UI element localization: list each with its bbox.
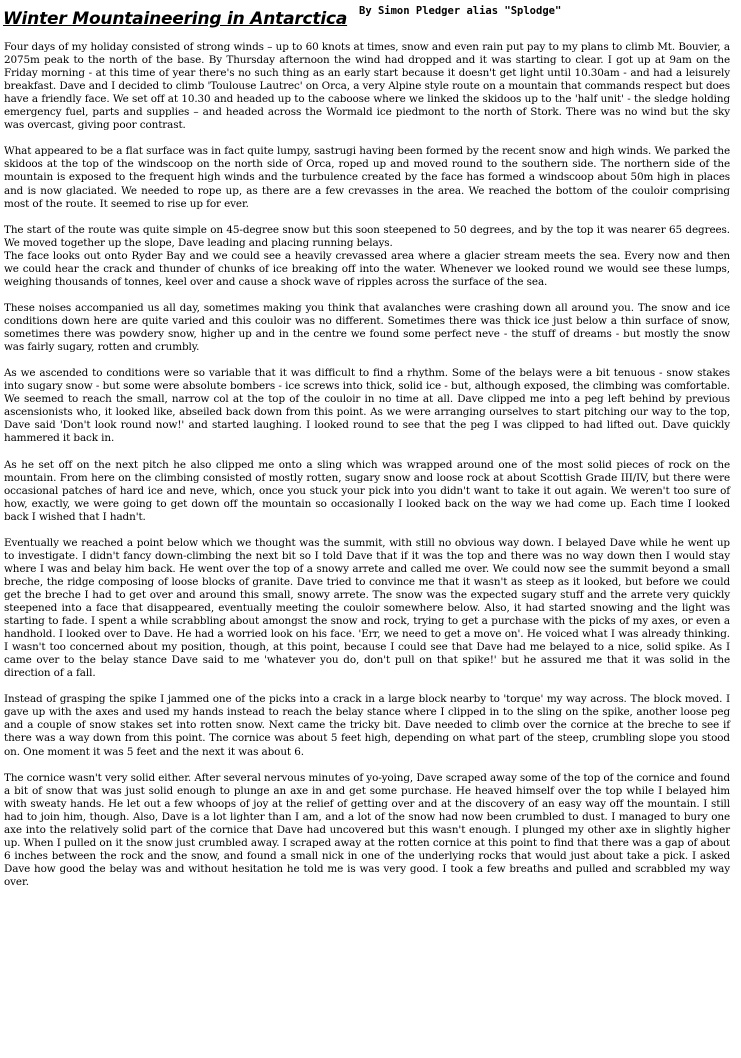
paragraph-6: As he set off on the next pitch he also clipped me onto a sling which was wrapped around one of the most solid pieces of rock on the mountain. From here on the climbing consisted of mostly rotten, sugary snow and loose rock at about Scottish Grade III/IV, but there were occasional patches of hard ice and neve, which, once you stuck your pick into you didn't want to take it out again. We weren't too sure of how, exactly, we were going to get down off the mountain so occasionally I looked back on the way we had come up. Each time I looked back I wished that I hadn't. <box>4 458 730 523</box>
article-title: Winter Mountaineering in Antarctica <box>3 9 348 29</box>
paragraph-8: Instead of grasping the spike I jammed one of the picks into a crack in a large block nearby to 'torque' my way across. The block moved. I gave up with the axes and used my hands instead to reach the belay stance where I clipped in to the sling on the spike, another loose peg and a couple of snow stakes set into rotten snow. Next came the tricky bit. Dave needed to climb over the cornice at the breche to see if there was a way down from this point. The cornice was about 5 feet high, depending on what part of the steep, crumbling slope you stood on. One moment it was 5 feet and the next it was about 6. <box>4 693 730 758</box>
paragraph-4: These noises accompanied us all day, sometimes making you think that avalanches were crashing down all around you. The snow and ice conditions down here are quite varied and this couloir was no different. Sometimes there was thick ice just below a thin surface of snow, sometimes there was powdery snow, higher up and in the centre we found some perfect neve - the stuff of dreams - but mostly the snow was fairly sugary, rotten and crumbly. <box>4 301 730 354</box>
paragraph-1: Four days of my holiday consisted of strong winds – up to 60 knots at times, snow and even rain put pay to my plans to climb Mt. Bouvier, a 2075m peak to the north of the base. By Thursday afternoon the wind had dropped and it was starting to clear. I got up at 9am on the Friday morning - at this time of year there's no such thing as an early start because it doesn't get light until 10.30am - and had a leisurely breakfast. Dave and I decided to climb 'Toulouse Lautrec' on Orca, a very Alpine style route on a mountain that commands respect but does have a friendly face. We set off at 10.30 and headed up to the caboose where we linked the skidoos up to the 'half unit' - the sledge holding emergency fuel, parts and supplies – and headed across the Wormald ice piedmont to the north of Stork. There was no wind but the sky was overcast, giving poor contrast. <box>4 41 730 132</box>
paragraph-5: As we ascended to conditions were so variable that it was difficult to find a rhythm. Some of the belays were a bit tenuous - snow stakes into sugary snow - but some were absolute bombers - ice screws into thick, solid ice - but, although exposed, the climbing was comfortable. We seemed to reach the small, narrow col at the top of the couloir in no time at all. Dave clipped me into a peg left behind by previous ascensionists who, it looked like, abseiled back down from this point. As we were arranging ourselves to start pitching our way to the top, Dave said 'Don't look round now!' and started laughing. I looked round to see that the peg I was clipped to had lifted out. Dave quickly hammered it back in. <box>4 367 730 445</box>
paragraph-9: The cornice wasn't very solid either. After several nervous minutes of yo-yoing, Dave scraped away some of the top of the cornice and found a bit of snow that was just solid enough to plunge an axe in and get some purchase. He heaved himself over the top while I belayed him with sweaty hands. He let out a few whoops of joy at the relief of getting over and at the discovery of an easy way off the mountain. I still had to join him, though. Also, Dave is a lot lighter than I am, and a lot of the snow had now been crumbled to dust. I managed to bury one axe into the relatively solid part of the cornice that Dave had uncovered but this wasn't enough. I plunged my other axe in slightly higher up. When I pulled on it the snow just crumbled away. I scraped away at the rotten cornice at this point to find that there was a gap of about 6 inches between the rock and the snow, and found a small nick in one of the underlying rocks that would just about take a pick. I asked Dave how good the belay was and without hesitation he told me is was very good. I took a few breaths and pulled and scrabbled my way over. <box>4 771 730 888</box>
article-body <box>4 41 730 902</box>
author-byline: By Simon Pledger alias "Splodge" <box>359 5 562 17</box>
paragraph-3: The start of the route was quite simple on 45-degree snow but this soon steepened to 50 degrees, and by the top it was nearer 65 degrees. We moved together up the slope, Dave leading and placing running belays. The face looks out onto Ryder Bay and we could see a heavily crevassed area where a glacier stream meets the sea. Every now and then we could hear the crack and thunder of chunks of ice breaking off into the water. Whenever we looked round we would see these lumps, weighing thousands of tonnes, keel over and cause a shock wave of ripples across the surface of the sea. <box>4 223 730 288</box>
paragraph-7: Eventually we reached a point below which we thought was the summit, with still no obvious way down. I belayed Dave while he went up to investigate. I didn't fancy down-climbing the next bit so I told Dave that if it was the top and there was no way down then I would stay where I was and belay him back. He went over the top of a snowy arrete and called me over. We could now see the summit beyond a small breche, the ridge composing of loose blocks of granite. Dave tried to convince me that it wasn't as steep as it looked, but before we could get the breche I had to get over and around this small, snowy arrete. The snow was the expected sugary stuff and the arrete very quickly steepened into a face that disappeared, eventually meeting the couloir somewhere below. Also, it had started snowing and the light was starting to fade. I spent a while scrabbling about amongst the snow and rock, trying to get a purchase with the picks of my axes, or even a handhold. I looked over to Dave. He had a worried look on his face. 'Err, we need to get a move on'. He voiced what I was already thinking. I wasn't too concerned about my position, though, at this point, because I could see that Dave had me belayed to a nice, solid spike. As I came over to the belay stance Dave said to me 'whatever you do, don't pull on that spike!' but he assured me that it was solid in the direction of a fall. <box>4 536 730 680</box>
paragraph-2: What appeared to be a flat surface was in fact quite lumpy, sastrugi having been formed by the recent snow and high winds. We parked the skidoos at the top of the windscoop on the north side of Orca, roped up and moved round to the southern side. The northern side of the mountain is exposed to the frequent high winds and the turbulence created by the face has formed a windscoop about 50m high in places and is now glaciated. We needed to rope up, as there are a few crevasses in the area. We reached the bottom of the couloir comprising most of the route. It seemed to rise up for ever. <box>4 145 730 210</box>
